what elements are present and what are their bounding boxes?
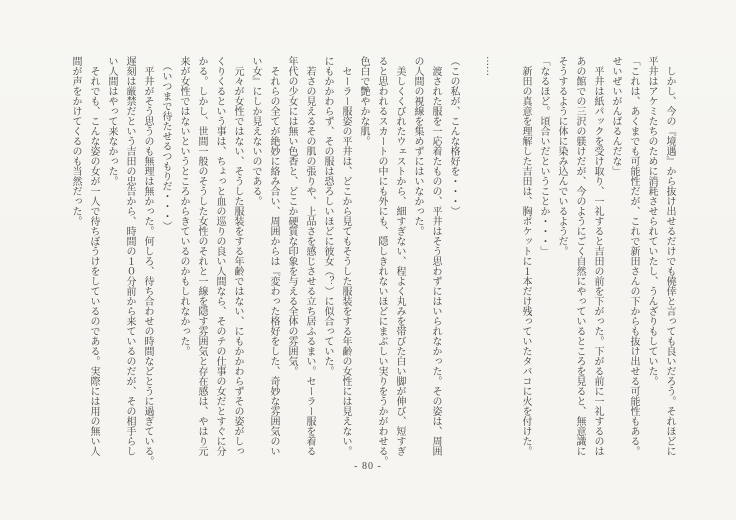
text-line: そうするように体に染み込んでいるようだ。 (556, 56, 567, 256)
text-line: あの館での三沢の躾けだが、今のようにごく自然にやっているところを見ると、無意識に (574, 56, 585, 456)
text-line: 色白で艶やかな肌。 (358, 56, 369, 146)
vertical-text-block (64, 56, 678, 466)
text-line: ると思われるスカートの中にも外にも、隠しきれないほどにまぶしい実りをうかがわせる。 (376, 56, 387, 466)
text-line: 遅刻は厳禁だという吉田の忠告から、時間の１０分前から来ているのだが、その相手らし (124, 56, 135, 456)
text-line: 渡された服を一応着たものの、平井はそう思わずにはいられなかった。その姿は、周囲 (430, 56, 441, 456)
page-number: - 80 - (354, 461, 382, 472)
text-line: くりくるという事は、ちょっと血の巡りの良い人間なら、そのテの仕事の女だとすぐに分 (214, 56, 225, 456)
text-line: 美しくくびれたウェストから、細すぎない、程よく丸みを帯びた白い脚が伸び、短すぎ (394, 56, 405, 456)
text-line: 元々が女性ではない、そうした服装をする年齢ではない、にもかかわらずその姿がしっ (232, 56, 243, 456)
text-line (498, 56, 516, 459)
text-line: い女』にしか見えないのである。 (250, 56, 261, 206)
text-line: い人間はやって来なかった。 (106, 56, 117, 186)
text-line: 「これは、あくまでも可能性だが、これで新田さんの下からも抜け出せる可能性もある。 (628, 56, 639, 456)
text-line: せいぜいがんばるんだな」 (610, 56, 621, 176)
text-line: しかし、今の『境遇』から抜け出せるだけでも僥倖と言っても良いだろう。それほどに (664, 56, 675, 456)
text-line: 年代の少女には無い色香と、どこか硬質な印象を与える全体の雰囲気。 (286, 56, 297, 376)
text-line: （この私が、こんな格好を・・・） (448, 56, 459, 216)
text-line: 間が声をかけてくるのも当然だった。 (70, 56, 81, 226)
text-line: かる。しかし、世間一般のそうした女性のそれと一線を隠す雰囲気と存在感は、やはり元 (196, 56, 207, 456)
text-line: それでも、こんな姿の女が一人で待ちぼうけをしているのである。実際には用の無い人 (88, 56, 99, 456)
text-line: （いつまで待たせるつもりだ・・・） (160, 56, 171, 231)
text-line: 平井はアケミたちのために消耗させられていたし、うんざりもしていた。 (646, 56, 657, 386)
text-line: 若さの見えるその肌の張りや、上品さを感じさせる立ち居ふるまい。セーラー服を着る (304, 56, 315, 456)
text-line: 新田の真意を理解した吉田は、胸ポケットに１本だけ残っていたタバコに火を付けた。 (520, 56, 531, 456)
text-line: 平井がそう思うのも無理は無かった。何しろ、待ち合わせの時間などとうに過ぎている。 (142, 56, 153, 466)
text-line: 平井は紙パックを受け取り、一礼すると吉田の前を下がった。下がる前に一礼するのは (592, 56, 603, 456)
text-line: の人間の視線を集めずにはいなかった。 (412, 56, 423, 236)
text-line (462, 56, 480, 459)
text-line: 来が女性ではないというところからきているのかもしれなかった。 (178, 56, 189, 356)
text-line: 「なるほど。頃合いだということか・・・」 (538, 56, 549, 256)
text-line: それらの全てが絶妙に絡み合い、周囲からは『変わった格好をした、奇妙な雰囲気のい (268, 56, 279, 456)
text-line: セーラー服姿の平井は、どこから見てもそうした服装をする年齢の女性には見えない。 (340, 56, 351, 456)
text-line: にもかかわらず、その服は恐ろしいほどに彼女（？）に似合っていた。 (322, 56, 333, 376)
text-line: …… (484, 56, 495, 76)
